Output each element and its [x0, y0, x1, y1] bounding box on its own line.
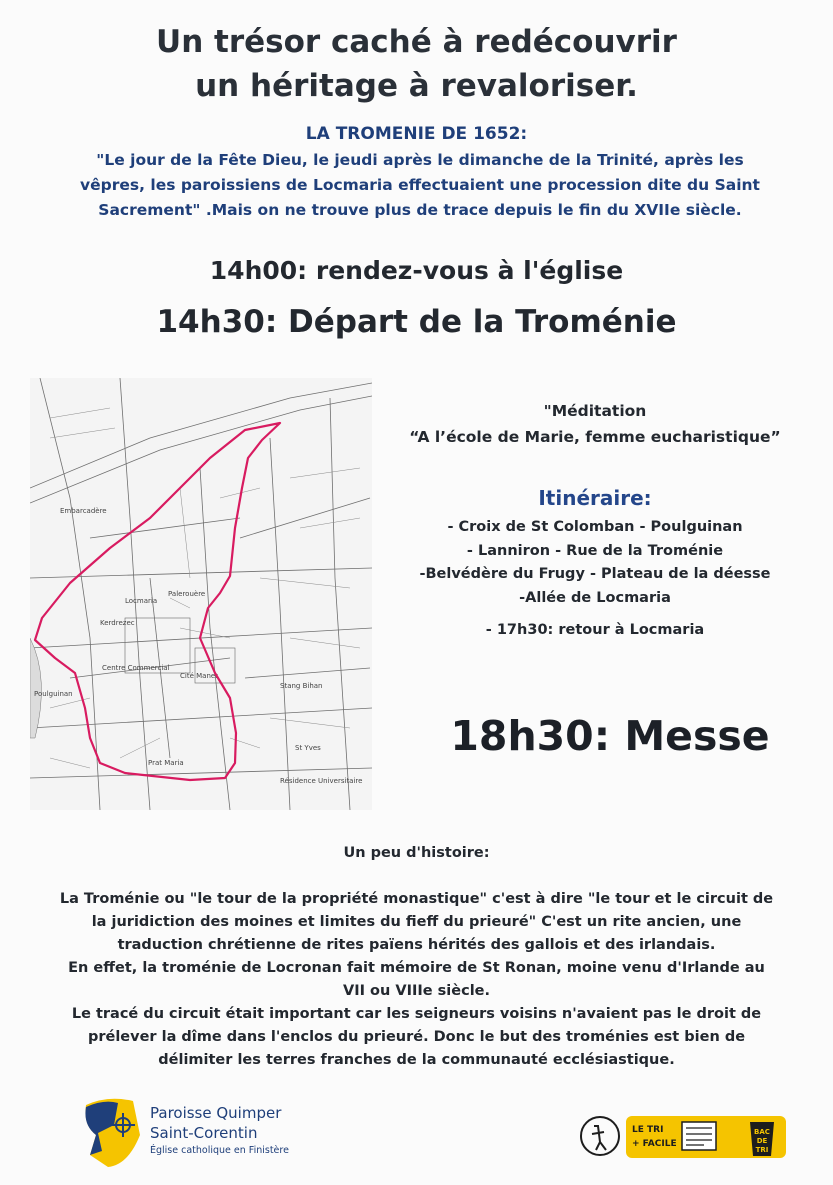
meditation-block	[380, 398, 810, 450]
itineraire-list	[380, 516, 810, 643]
map-label: Résidence Universitaire	[280, 777, 363, 785]
map-label: Centre Commercial	[102, 664, 170, 672]
itineraire-item: - 17h30: retour à Locmaria	[485, 622, 705, 638]
map-label: Stang Bihan	[280, 682, 323, 690]
meditation-line: “A l’école de Marie, femme eucharistique”	[409, 428, 781, 446]
parish-subtitle: Église catholique en Finistère	[150, 1145, 289, 1156]
map-label: Palerouère	[168, 590, 206, 598]
tri-line2: + FACILE	[632, 1139, 677, 1149]
map-label: Locmaria	[125, 597, 158, 605]
tri-line1: LE TRI	[632, 1125, 664, 1135]
title-line-2: un héritage à revaloriser.	[195, 68, 638, 104]
route-map	[30, 378, 372, 810]
newspaper-icon	[682, 1122, 716, 1150]
tromenie-quote	[60, 148, 780, 223]
histoire-line: Le tracé du circuit était important car les seigneurs voisins n'avaient pas le droit de	[71, 1006, 762, 1022]
histoire-line: La Troménie ou "le tour de la propriété monastique" c'est à dire "le tour et le circuit de	[59, 891, 774, 907]
histoire-line: traduction chrétienne de rites païens hérités des gallois et des irlandais.	[117, 937, 716, 953]
map-label: Embarcadère	[60, 507, 107, 515]
itineraire-item: - Lanniron - Rue de la Troménie	[466, 542, 724, 559]
map-label: Kerdrezec	[100, 619, 135, 627]
histoire-line: délimiter les terres franches de la communauté ecclésiastique.	[158, 1052, 675, 1068]
tromenie-heading: LA TROMENIE DE 1652:	[305, 124, 528, 144]
depart-time: 14h30: Départ de la Troménie	[156, 304, 677, 340]
title-line-1: Un trésor caché à redécouvrir	[156, 24, 677, 60]
tri-facile-logo	[578, 1112, 788, 1162]
map-label: St Yves	[295, 744, 321, 752]
itineraire-item: - Croix de St Colomban - Poulguinan	[447, 519, 743, 535]
map-label: Prat Maria	[148, 759, 184, 767]
map-label: Poulguinan	[34, 690, 73, 698]
parish-name-line: Paroisse Quimper	[150, 1104, 282, 1122]
histoire-text	[20, 888, 813, 1072]
bac-line1: BAC	[754, 1128, 770, 1136]
parish-name-line: Saint-Corentin	[150, 1124, 258, 1142]
bac-line2: DE	[756, 1137, 768, 1145]
histoire-line: la juridiction des moines et limites du fieff du prieuré" C'est un rite ancien, une	[91, 914, 742, 930]
itineraire-title: Itinéraire:	[538, 486, 652, 510]
rdv-time: 14h00: rendez-vous à l'église	[209, 256, 624, 285]
page-title	[0, 20, 833, 108]
histoire-line: prélever la dîme dans l'enclos du prieuré. Donc le but des troménies est bien de	[87, 1029, 746, 1045]
quote-line: vêpres, les paroissiens de Locmaria effectuaient une procession dite du Saint	[80, 176, 760, 194]
histoire-title: Un peu d'histoire:	[343, 845, 490, 861]
meditation-line: "Méditation	[543, 402, 647, 420]
quote-line: "Le jour de la Fête Dieu, le jeudi après le dimanche de la Trinité, après les	[96, 151, 744, 169]
bac-line3: TRI	[755, 1146, 769, 1154]
histoire-line: VII ou VIIIe siècle.	[342, 983, 491, 999]
histoire-line: En effet, la troménie de Locronan fait mémoire de St Ronan, moine venu d'Irlande au	[68, 960, 765, 976]
messe-time: 18h30: Messe	[450, 712, 770, 760]
quote-line: Sacrement" .Mais on ne trouve plus de trace depuis le fin du XVIIe siècle.	[98, 201, 742, 219]
map-label: Cité Manet	[180, 672, 218, 680]
recycle-person-icon	[592, 1126, 606, 1150]
itineraire-item: -Allée de Locmaria	[519, 589, 671, 606]
parish-name	[150, 1103, 281, 1143]
itineraire-item: -Belvédère du Frugy - Plateau de la déesse	[419, 566, 771, 582]
